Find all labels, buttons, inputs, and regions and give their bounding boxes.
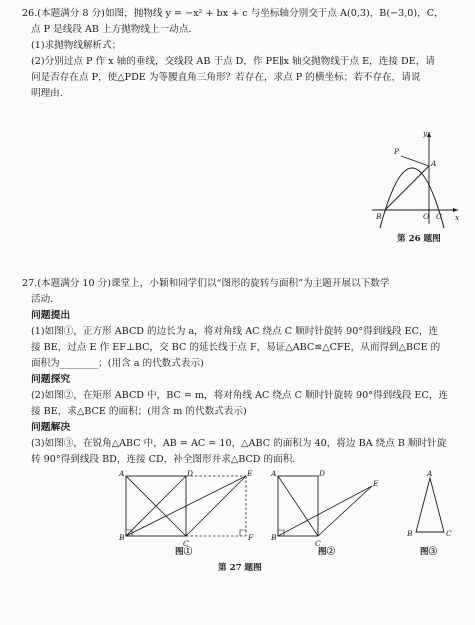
segment-ce [318, 486, 372, 536]
q27-part2-line2: 接 BE，求△BCE 的面积；(用含 m 的代数式表示) [31, 406, 247, 417]
label-d: D [319, 469, 326, 478]
label-b: B [376, 212, 382, 221]
label-p: P [394, 147, 400, 156]
q27-score: (本题满分 10 分) [37, 278, 112, 289]
y-axis-arrow-icon [427, 132, 431, 137]
label-c: C [183, 539, 189, 548]
label-c: C [446, 529, 452, 538]
q27-part2-line1: (2)如图②，在矩形 ABCD 中，BC = m，将对角线 AC 绕点 C 顺时针旋转 90°得到线段 EC，连 [31, 390, 448, 401]
label-e: E [247, 469, 253, 478]
q27-heading-propose: 问题提出 [31, 310, 71, 321]
label-d: D [187, 469, 194, 478]
q26-stem-line2: 点 P 是线段 AB 上方抛物线上一动点. [31, 24, 192, 35]
label-o: O [423, 212, 430, 221]
q26-stem-line1 [22, 6, 458, 22]
q27-figure-1-caption: 图① [175, 547, 193, 557]
q26-stem-text1: 如图，抛物线 y = −x² + bx + c 与坐标轴分别交于点 A(0,3)，B(−3,0)，C， [104, 8, 444, 19]
q27-figures-caption: 第 27 题图 [218, 563, 262, 573]
q26-figure [372, 128, 462, 228]
label-a: A [427, 469, 433, 478]
q27-heading-solve: 问题解决 [31, 422, 71, 433]
label-f: F [248, 533, 254, 542]
q27-part1-line3: 面积为________；(用含 a 的代数式表示) [31, 358, 204, 369]
q27-figure-2 [268, 468, 378, 548]
segment-ab [385, 166, 429, 210]
label-b: B [119, 533, 125, 542]
q27-number: 27. [22, 278, 38, 289]
segment-be [278, 486, 372, 536]
q27-part1-line2: 接 BE，过点 E 作 EF⊥BC，交 BC 的延长线于点 F，易证△ABC≌△CFE，从而得到△BCE 的 [31, 342, 441, 353]
q27-part3-line2: 转 90°得到线段 BD，连接 CD，补全图形并求△BCD 的面积. [31, 454, 296, 465]
q26-part1: (1)求抛物线解析式； [31, 40, 122, 51]
x-axis-arrow-icon [453, 208, 458, 212]
label-a: A [271, 469, 277, 478]
q26-score: (本题满分 8 分) [37, 8, 105, 19]
q27-figure-3-caption: 图③ [420, 547, 438, 557]
q26-part2-line3: 明理由. [31, 88, 63, 99]
q27-stem-line2: 活动. [31, 294, 54, 305]
triangle-abc [416, 478, 444, 532]
label-e: E [373, 479, 379, 488]
label-b: B [407, 529, 413, 538]
parabola-curve [380, 168, 444, 228]
label-a: A [119, 469, 125, 478]
segment-pa [401, 156, 429, 166]
q27-figure-3 [402, 468, 462, 548]
label-c: C [436, 212, 442, 221]
label-y: y [423, 129, 428, 138]
q27-stem-text1: 课堂上，小颖和同学们以“图形的旋转与面积”为主题开展以下数学 [111, 278, 390, 289]
segment-ce [186, 476, 246, 536]
q27-figure-1 [116, 468, 256, 548]
q27-figure-2-caption: 图② [318, 547, 336, 557]
q26-part2-line1: (2)分别过点 P 作 x 轴的垂线，交线段 AB 于点 D，作 PE∥x 轴交抛物线于点 E，连接 DE，请 [31, 56, 435, 67]
q26-number: 26. [22, 8, 38, 19]
label-x: x [455, 213, 460, 222]
q26-figure-caption: 第 26 题图 [397, 234, 441, 244]
label-c: C [315, 539, 321, 548]
diagonal-ac [278, 476, 318, 536]
q27-part3-line1: (3)如图③，在锐角△ABC 中，AB = AC = 10，△ABC 的面积为 40，将边 BA 绕点 B 顺时针旋 [31, 438, 447, 449]
q26-part2-line2: 问是否存在点 P，使△PDE 为等腰直角三角形？若存在，求点 P 的横坐标；若不存在，请说 [31, 72, 421, 83]
label-b: B [271, 533, 277, 542]
q27-stem-line1 [22, 276, 458, 292]
label-a: A [431, 159, 437, 168]
q27-part1-line1: (1)如图①，正方形 ABCD 的边长为 a，将对角线 AC 绕点 C 顺时针旋转 90°得到线段 EC，连 [31, 326, 439, 337]
right-angle-f [240, 530, 246, 536]
q27-heading-explore: 问题探究 [31, 374, 71, 385]
